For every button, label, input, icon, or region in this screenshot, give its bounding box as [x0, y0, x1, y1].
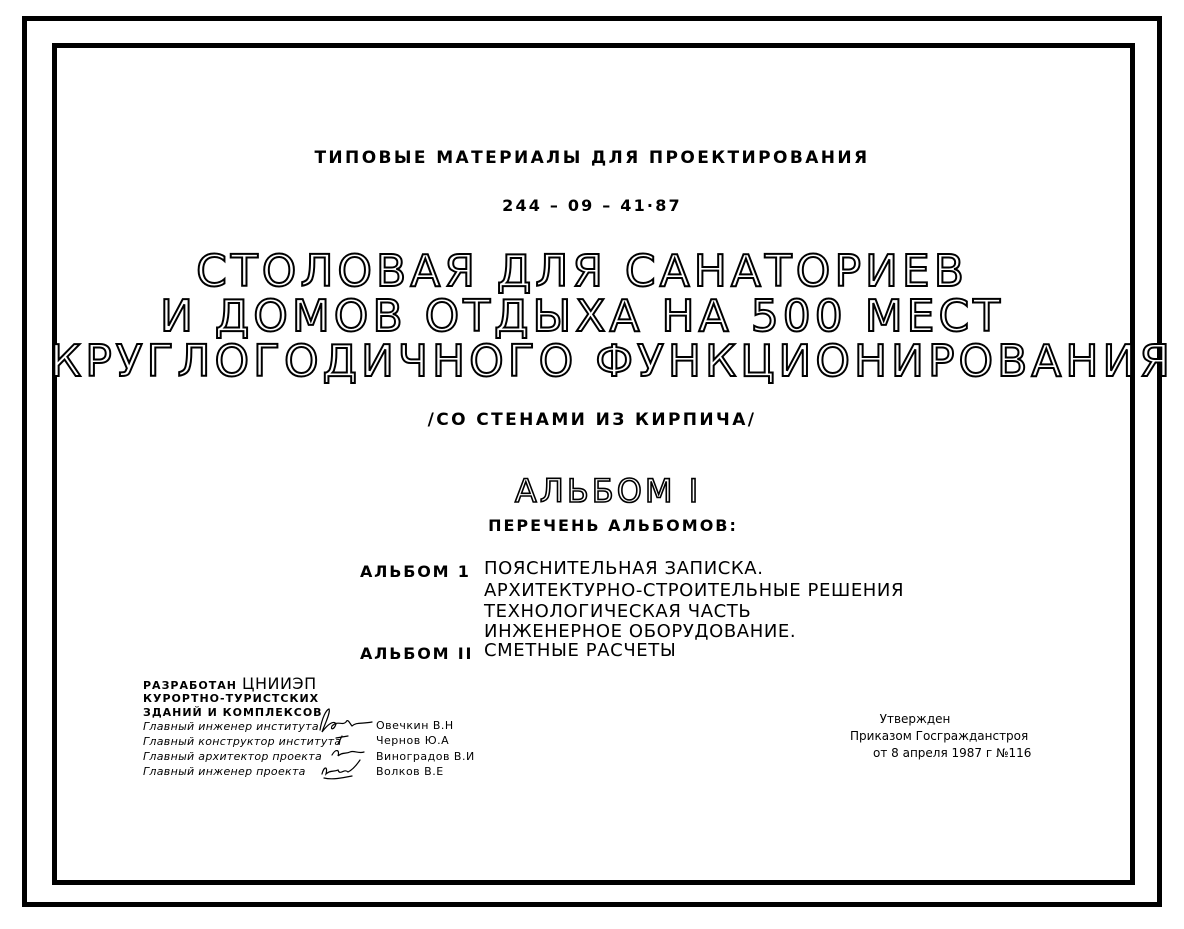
developer-org-line-2: КУРОРТНО-ТУРИСТСКИХ	[143, 692, 320, 705]
staff-role: Главный инженер института	[143, 720, 319, 733]
main-title-line-1: СТОЛОВАЯ ДЛЯ САНАТОРИЕВ	[196, 246, 968, 297]
main-title-line-2: И ДОМОВ ОТДЫХА НА 500 МЕСТ	[159, 291, 1005, 342]
staff-role: Главный инженер проекта	[143, 765, 306, 778]
subtitle: /СО СТЕНАМИ ИЗ КИРПИЧА/	[427, 410, 757, 430]
developer-org: ЦНИИЭП	[242, 674, 317, 693]
staff-name: Овечкин В.Н	[376, 719, 454, 732]
approval-line-1: Утвержден	[879, 712, 951, 726]
album-1-label: АЛЬБОМ 1	[360, 562, 471, 581]
developer-block	[143, 674, 317, 693]
developer-label: РАЗРАБОТАН	[143, 679, 237, 692]
album-1-item: АРХИТЕКТУРНО-СТРОИТЕЛЬНЫЕ РЕШЕНИЯ	[484, 580, 905, 601]
document-code: 244 – 09 – 41·87	[502, 196, 682, 215]
album-title: АЛЬБОМ I	[514, 472, 702, 510]
staff-name: Виноградов В.И	[376, 750, 475, 763]
signature-3-stroke	[332, 751, 364, 756]
developer-org-line-3: ЗДАНИЙ И КОМПЛЕКСОВ	[143, 706, 323, 719]
staff-name: Чернов Ю.А	[376, 734, 450, 747]
signature-2-stroke	[336, 736, 348, 744]
albums-list-title: ПЕРЕЧЕНЬ АЛЬБОМОВ:	[488, 516, 738, 535]
staff-role: Главный конструктор института	[143, 735, 342, 748]
signatures-image	[312, 700, 382, 790]
album-1-item: ТЕХНОЛОГИЧЕСКАЯ ЧАСТЬ	[484, 601, 752, 622]
header-title: ТИПОВЫЕ МАТЕРИАЛЫ ДЛЯ ПРОЕКТИРОВАНИЯ	[314, 148, 870, 168]
album-2-label: АЛЬБОМ II	[360, 644, 474, 663]
album-1-item: ПОЯСНИТЕЛЬНАЯ ЗАПИСКА.	[484, 558, 764, 579]
album-1-item: ИНЖЕНЕРНОЕ ОБОРУДОВАНИЕ.	[484, 621, 797, 642]
album-2-item: СМЕТНЫЕ РАСЧЕТЫ	[484, 640, 677, 661]
signature-1-stroke	[320, 709, 372, 732]
approval-line-3: от 8 апреля 1987 г №116	[873, 746, 1032, 760]
staff-name: Волков В.Е	[376, 765, 444, 778]
main-title-line-3: КРУГЛОГОДИЧНОГО ФУНКЦИОНИРОВАНИЯ	[50, 336, 1174, 387]
approval-line-2: Приказом Госгражданстроя	[850, 729, 1029, 743]
signature-4-stroke	[322, 760, 360, 779]
staff-role: Главный архитектор проекта	[143, 750, 322, 763]
